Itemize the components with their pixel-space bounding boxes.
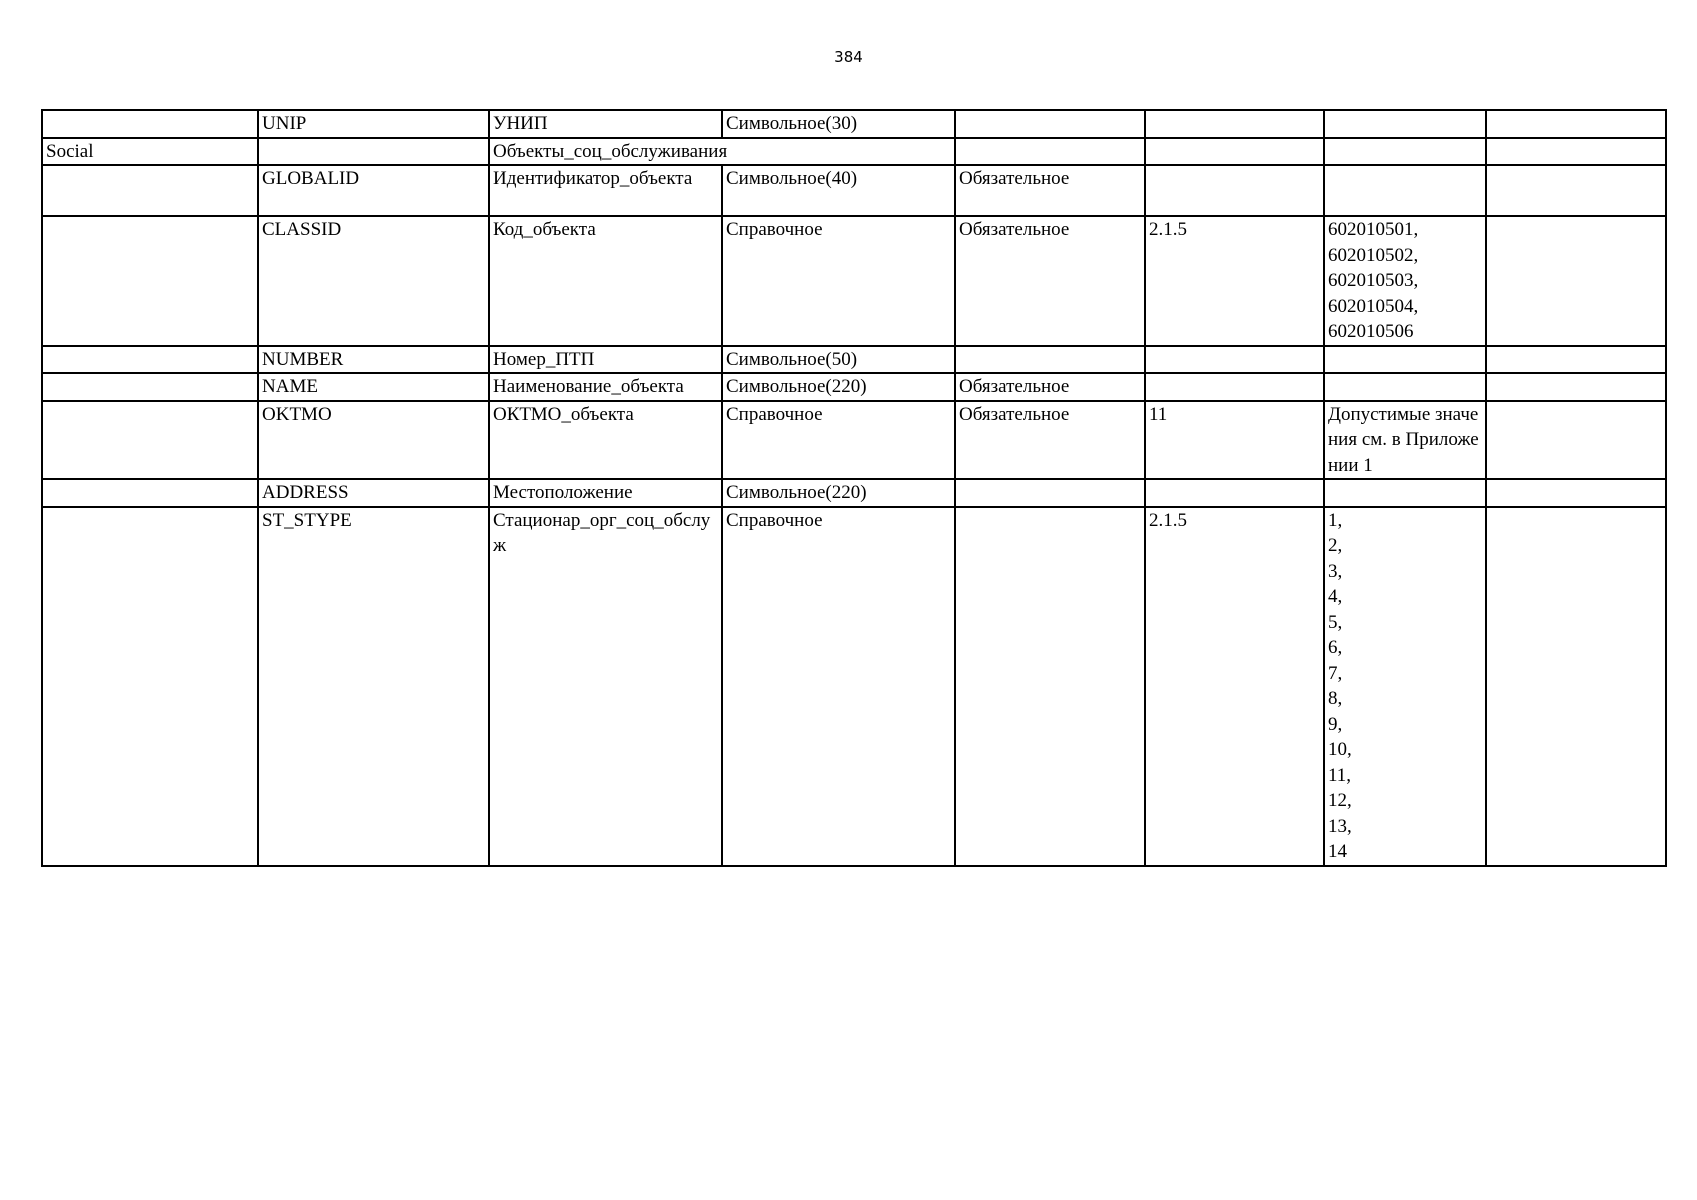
table-cell-layer <box>42 401 258 480</box>
table-cell-alias: УНИП <box>489 110 722 138</box>
table-cell-required: Обязательное <box>955 216 1145 346</box>
table-cell-alias: Объекты_соц_обслуживания <box>489 138 955 166</box>
table-cell-note <box>1486 346 1666 374</box>
table-cell-field-name: OKTMO <box>258 401 489 480</box>
table-cell-alias: Идентификатор_объекта <box>489 165 722 216</box>
table-cell-type: Справочное <box>722 507 955 866</box>
table-cell-type: Символьное(220) <box>722 373 955 401</box>
table-cell-note <box>1486 479 1666 507</box>
table-cell-reference <box>1145 373 1324 401</box>
table-cell-required <box>955 110 1145 138</box>
table-row <box>42 165 1666 216</box>
table-cell-required <box>955 507 1145 866</box>
table-cell-values <box>1324 373 1486 401</box>
table-cell-values <box>1324 346 1486 374</box>
table-cell-field-name: GLOBALID <box>258 165 489 216</box>
table-cell-field-name <box>258 138 489 166</box>
table-cell-alias: Стационар_орг_соц_обслуж <box>489 507 722 866</box>
table-cell-required <box>955 346 1145 374</box>
table-row <box>42 507 1666 866</box>
table-cell-values <box>1324 479 1486 507</box>
table-cell-values: 602010501, 602010502, 602010503, 602010504, 602010506 <box>1324 216 1486 346</box>
table-cell-type: Справочное <box>722 401 955 480</box>
table-cell-note <box>1486 165 1666 216</box>
table-cell-note <box>1486 401 1666 480</box>
table-cell-note <box>1486 507 1666 866</box>
table-cell-required: Обязательное <box>955 373 1145 401</box>
table-row <box>42 346 1666 374</box>
table-cell-field-name: CLASSID <box>258 216 489 346</box>
table-cell-layer <box>42 479 258 507</box>
table-cell-field-name: UNIP <box>258 110 489 138</box>
table-cell-type: Символьное(30) <box>722 110 955 138</box>
table-row <box>42 479 1666 507</box>
table-cell-alias: Наименование_объекта <box>489 373 722 401</box>
table-cell-reference: 11 <box>1145 401 1324 480</box>
table-row <box>42 216 1666 346</box>
table-cell-note <box>1486 110 1666 138</box>
table-cell-layer <box>42 110 258 138</box>
table-cell-alias: Местоположение <box>489 479 722 507</box>
table-cell-required: Обязательное <box>955 401 1145 480</box>
table-cell-values <box>1324 165 1486 216</box>
table-cell-field-name: ADDRESS <box>258 479 489 507</box>
table-cell-field-name: NAME <box>258 373 489 401</box>
table-cell-alias: Номер_ПТП <box>489 346 722 374</box>
table-cell-layer <box>42 216 258 346</box>
table-cell-reference <box>1145 479 1324 507</box>
table-cell-note <box>1486 373 1666 401</box>
attribute-table <box>41 109 1667 867</box>
table-cell-required <box>955 479 1145 507</box>
table-cell-reference: 2.1.5 <box>1145 216 1324 346</box>
table-cell-reference <box>1145 110 1324 138</box>
page-number: 384 <box>834 48 863 66</box>
table-cell-type: Символьное(50) <box>722 346 955 374</box>
table-cell-reference <box>1145 346 1324 374</box>
table-row <box>42 373 1666 401</box>
table-cell-type: Символьное(40) <box>722 165 955 216</box>
table-cell-reference <box>1145 165 1324 216</box>
table-row <box>42 110 1666 138</box>
table-cell-reference: 2.1.5 <box>1145 507 1324 866</box>
table-cell-field-name: NUMBER <box>258 346 489 374</box>
table-cell-note <box>1486 138 1666 166</box>
table-cell-reference <box>1145 138 1324 166</box>
table-cell-alias: Код_объекта <box>489 216 722 346</box>
table-cell-alias: ОКТМО_объекта <box>489 401 722 480</box>
table-cell-layer <box>42 373 258 401</box>
table-row <box>42 138 1666 166</box>
table-cell-values <box>1324 110 1486 138</box>
table-cell-type: Справочное <box>722 216 955 346</box>
table-cell-values <box>1324 138 1486 166</box>
table-cell-required: Обязательное <box>955 165 1145 216</box>
table-cell-values: 1, 2, 3, 4, 5, 6, 7, 8, 9, 10, 11, 12, 13, 14 <box>1324 507 1486 866</box>
table-cell-layer <box>42 507 258 866</box>
table-row <box>42 401 1666 480</box>
table-cell-values: Допустимые значения см. в Приложении 1 <box>1324 401 1486 480</box>
table-cell-type: Символьное(220) <box>722 479 955 507</box>
table-cell-layer <box>42 346 258 374</box>
table-cell-layer <box>42 165 258 216</box>
table-cell-required <box>955 138 1145 166</box>
table-cell-field-name: ST_STYPE <box>258 507 489 866</box>
table-cell-note <box>1486 216 1666 346</box>
table-cell-layer: Social <box>42 138 258 166</box>
